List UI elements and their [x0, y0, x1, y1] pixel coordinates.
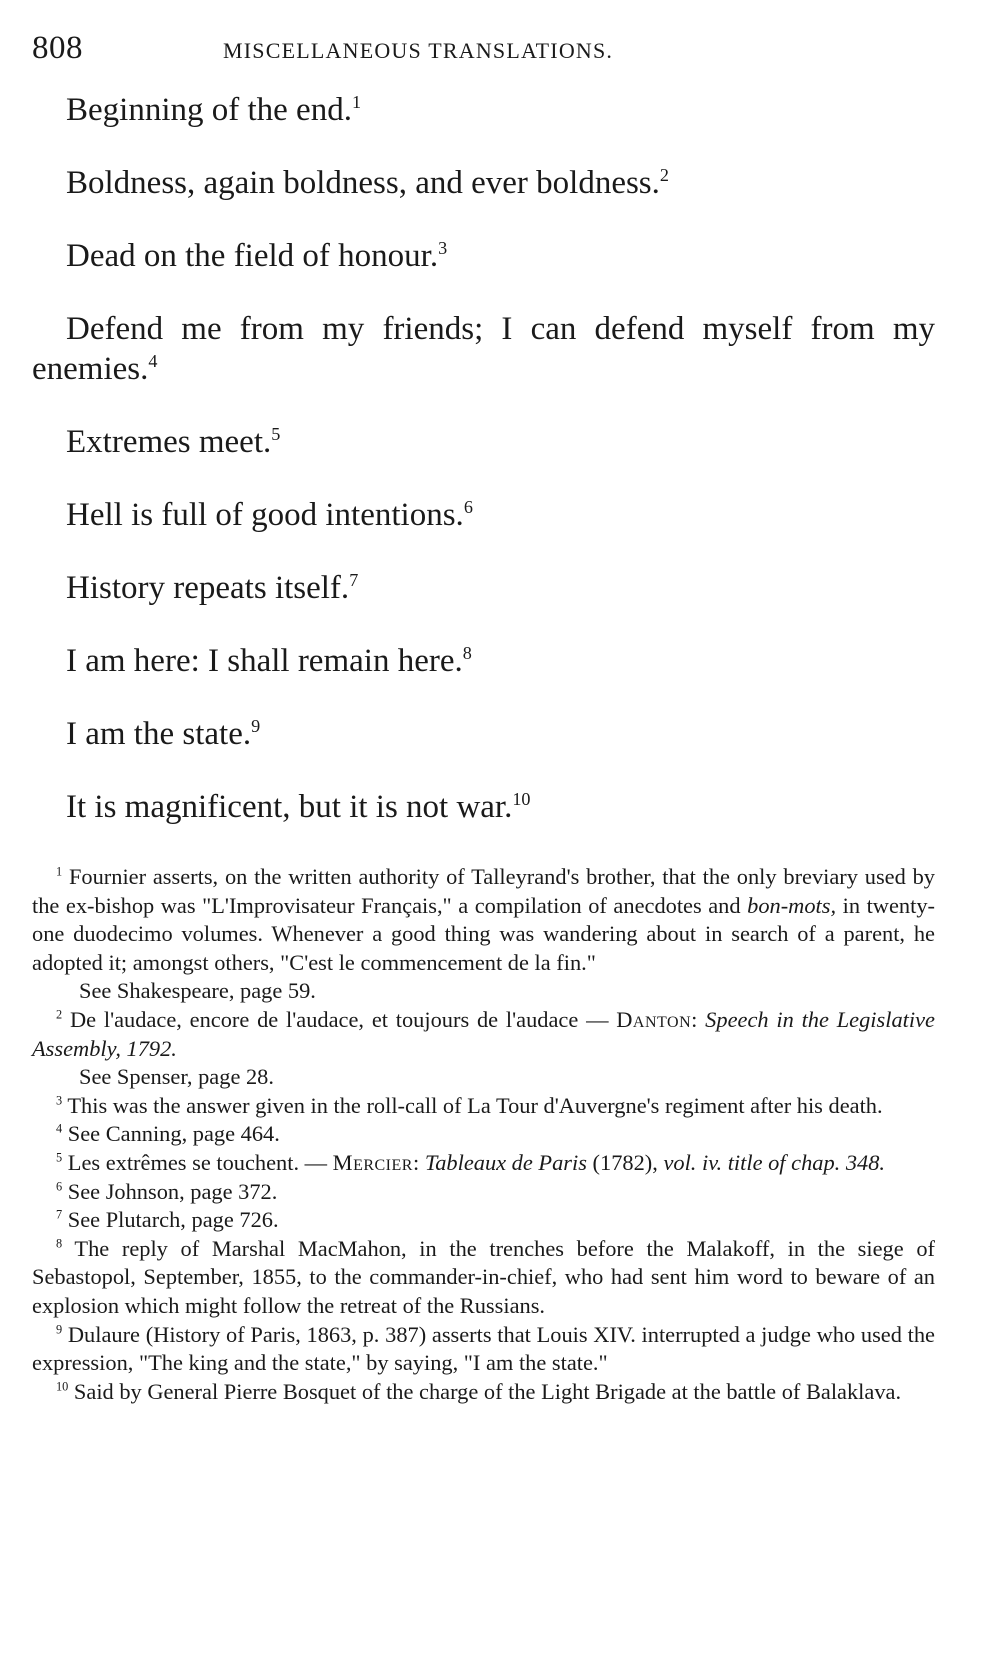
footnote-marker: 10: [512, 789, 531, 809]
footnote-marker: 3: [438, 238, 448, 258]
quotation: It is magnificent, but it is not war.$^{10}$: [66, 789, 531, 825]
quotation: I am the state.$^9$: [66, 716, 261, 752]
quotation: I am here: I shall remain here.$^8$: [66, 643, 472, 679]
quotation-list: [32, 90, 935, 827]
footnote-number: 2: [56, 1007, 63, 1022]
author-name: Danton: [616, 1006, 692, 1032]
book-page: [32, 30, 935, 1406]
footnote: $^1$ Fournier asserts, on the written authority of Talleyrand's brother, that the only breviary used by the ex-bishop was "L'Improvisateur Français," a compilation of anecdotes and bon-mots, in twenty-one duodecimo volumes. Whenever a good thing was wandering about in search of a parent, he adopted it; amongst others, "C'est le commencement de la fin." See Shakespeare, page 59.: [32, 863, 935, 1006]
quotation: Hell is full of good intentions.$^6$: [66, 497, 473, 533]
footnote-number: 6: [56, 1179, 63, 1194]
footnote-marker: 1: [351, 92, 362, 112]
footnote: $^{10}$ Said by General Pierre Bosquet of the charge of the Light Brigade at the battle of Balaklava.: [56, 1378, 902, 1404]
footnote: $^5$ Les extrêmes se touchent. — Mercier: Tableaux de Paris (1782), vol. iv. title of chap. 348.: [56, 1149, 886, 1175]
footnote-number: 9: [56, 1322, 63, 1337]
quotation: Boldness, again boldness, and ever boldness.$^2$: [66, 165, 669, 201]
page-header: [32, 30, 935, 80]
footnote: $^9$ Dulaure (History of Paris, 1863, p. 387) asserts that Louis XIV. interrupted a judge who used the expression, "The king and the state," by saying, "I am the state.": [32, 1321, 935, 1376]
quotation: History repeats itself.$^7$: [66, 570, 359, 606]
author-name: Mercier: [332, 1149, 413, 1175]
quotation: Defend me from my friends; I can defend myself from my enemies.$^4$: [32, 311, 935, 387]
footnote: $^8$ The reply of Marshal MacMahon, in the trenches before the Malakoff, in the siege of Sebastopol, September, 1855, to the commander-in-chief, who had sent him word to beware of an explosion which might follow the retreat of the Russians.: [32, 1235, 935, 1318]
footnote-marker: 5: [271, 424, 281, 444]
footnote-marker: 9: [251, 716, 261, 736]
source-title: Speech in the Legislative Assembly, 1792.: [32, 1006, 935, 1061]
footnote-marker: 2: [659, 165, 669, 185]
footnote-number: 5: [56, 1150, 63, 1165]
running-head: MISCELLANEOUS TRANSLATIONS.: [223, 38, 614, 63]
page-number: 808: [32, 30, 83, 66]
quotation: Extremes meet.$^5$: [66, 424, 281, 460]
footnote: $^6$ See Johnson, page 372.: [56, 1178, 278, 1204]
footnote-marker: 8: [462, 643, 472, 663]
footnote: $^4$ See Canning, page 464.: [56, 1121, 280, 1147]
quotation: Dead on the field of honour.$^3$: [66, 238, 448, 274]
footnote: $^2$ De l'audace, encore de l'audace, et toujours de l'audace — Danton: Speech in the Legislative Assembly, 1792. See Spenser, page 28.: [32, 1006, 935, 1092]
footnote-number: 4: [56, 1121, 63, 1136]
footnote-number: 10: [56, 1379, 69, 1394]
quotation: Beginning of the end.$^1$: [66, 92, 362, 128]
source-title: Tableaux de Paris: [424, 1149, 587, 1175]
footnotes: [32, 863, 935, 1406]
cross-reference: See Shakespeare, page 59.: [79, 978, 316, 1004]
footnote: $^3$ This was the answer given in the roll-call of La Tour d'Auvergne's regiment after his death.: [56, 1092, 883, 1118]
cross-reference: See Spenser, page 28.: [79, 1064, 274, 1090]
footnote-marker: 7: [349, 570, 359, 590]
footnote: $^7$ See Plutarch, page 726.: [56, 1207, 279, 1233]
footnote-marker: 4: [148, 351, 158, 371]
footnote-marker: 6: [463, 497, 473, 517]
footnote-number: 7: [56, 1207, 63, 1222]
footnote-number: 1: [56, 864, 63, 879]
footnote-number: 8: [56, 1236, 63, 1251]
footnote-number: 3: [56, 1093, 63, 1108]
